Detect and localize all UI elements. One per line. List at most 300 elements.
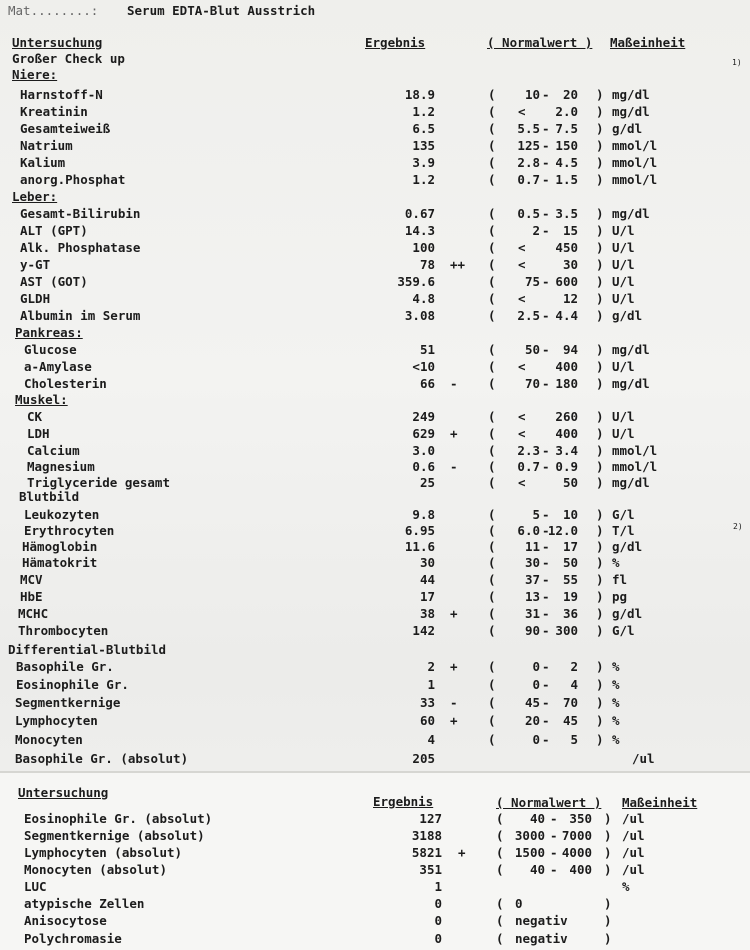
unit: % xyxy=(622,879,630,894)
range-dash: - xyxy=(542,376,550,391)
test-name: Monocyten xyxy=(15,732,83,747)
range-dash: - xyxy=(542,659,550,674)
unit: U/l xyxy=(612,223,635,238)
test-name: MCHC xyxy=(18,606,49,621)
range-low: 3000 xyxy=(514,828,545,843)
range-high: 70 xyxy=(562,695,578,710)
range-high: 150 xyxy=(555,138,578,153)
range-open-paren: ( xyxy=(488,359,496,374)
result-value: 30 xyxy=(419,555,435,570)
result-value: 11.6 xyxy=(404,539,435,554)
range-dash: - xyxy=(550,811,558,826)
test-name: Eosinophile Gr. xyxy=(16,677,129,692)
range-high: 50 xyxy=(562,475,578,490)
range-high: 5 xyxy=(570,732,578,747)
range-high: 12.0 xyxy=(547,523,578,538)
result-value: 78 xyxy=(419,257,435,272)
range-high: 3.4 xyxy=(555,443,578,458)
unit: mg/dl xyxy=(612,87,650,102)
range-open-paren: ( xyxy=(496,845,504,860)
range-high: 1.5 xyxy=(555,172,578,187)
result-value: 0 xyxy=(434,913,442,928)
range-open-paren: ( xyxy=(488,87,496,102)
test-name: Gesamt-Bilirubin xyxy=(20,206,141,221)
range-close-paren: ) xyxy=(596,376,604,391)
section-title: Niere: xyxy=(12,67,58,82)
range-close-paren: ) xyxy=(596,443,604,458)
range-high: 2.0 xyxy=(555,104,578,119)
range-low: 13 xyxy=(524,589,540,604)
range-low: 50 xyxy=(524,342,540,357)
result-value: 0 xyxy=(434,931,442,946)
test-name: GLDH xyxy=(20,291,51,306)
section-title: Leber: xyxy=(12,189,58,204)
range-close-paren: ) xyxy=(596,677,604,692)
result-value: 629 xyxy=(412,426,435,441)
range-close-paren: ) xyxy=(596,523,604,538)
range-high: 55 xyxy=(562,572,578,587)
range-low: 0 xyxy=(532,659,540,674)
unit: g/dl xyxy=(612,308,643,323)
result-value: 1 xyxy=(434,879,442,894)
range-open-paren: ( xyxy=(488,308,496,323)
range-high: 400 xyxy=(555,426,578,441)
unit: U/l xyxy=(612,240,635,255)
unit: mmol/l xyxy=(612,443,658,458)
result-value: 6.5 xyxy=(412,121,435,136)
range-text: negativ xyxy=(515,913,568,928)
test-name: LDH xyxy=(27,426,50,441)
range-less-than: < xyxy=(518,426,526,441)
range-open-paren: ( xyxy=(488,172,496,187)
range-dash: - xyxy=(542,342,550,357)
test-name: Erythrocyten xyxy=(24,523,115,538)
result-value: 4.8 xyxy=(412,291,435,306)
result-value: 1.2 xyxy=(412,104,435,119)
range-close-paren: ) xyxy=(596,732,604,747)
test-name: Gesamteiweiß xyxy=(20,121,111,136)
test-name: Segmentkernige xyxy=(15,695,121,710)
result-value: 18.9 xyxy=(404,87,435,102)
result-value: 351 xyxy=(419,862,442,877)
range-low: 75 xyxy=(524,274,540,289)
range-open-paren: ( xyxy=(488,138,496,153)
test-name: Harnstoff-N xyxy=(20,87,103,102)
range-open-paren: ( xyxy=(488,409,496,424)
result-flag: + xyxy=(450,606,458,621)
range-open-paren: ( xyxy=(488,539,496,554)
range-dash: - xyxy=(550,845,558,860)
test-name: Triglyceride gesamt xyxy=(27,475,170,490)
result-flag: + xyxy=(450,659,458,674)
range-high: 7000 xyxy=(561,828,592,843)
range-open-paren: ( xyxy=(496,828,504,843)
result-value: 359.6 xyxy=(397,274,435,289)
range-dash: - xyxy=(550,828,558,843)
range-low: 30 xyxy=(524,555,540,570)
range-open-paren: ( xyxy=(496,913,504,928)
range-close-paren: ) xyxy=(596,308,604,323)
range-open-paren: ( xyxy=(488,155,496,170)
unit: g/dl xyxy=(612,606,643,621)
range-close-paren: ) xyxy=(596,695,604,710)
test-name: ALT (GPT) xyxy=(20,223,88,238)
unit: mmol/l xyxy=(612,459,658,474)
range-dash: - xyxy=(542,555,550,570)
range-low: 0.7 xyxy=(517,459,540,474)
test-name: Hämatokrit xyxy=(22,555,98,570)
test-name: Natrium xyxy=(20,138,73,153)
result-value: 5821 xyxy=(411,845,442,860)
test-name: Albumin im Serum xyxy=(20,308,141,323)
range-high: 400 xyxy=(569,862,592,877)
range-close-paren: ) xyxy=(604,913,612,928)
unit: /ul xyxy=(622,845,645,860)
result-flag: ++ xyxy=(450,257,466,272)
range-dash: - xyxy=(542,695,550,710)
material-value: Serum EDTA-Blut Ausstrich xyxy=(127,3,316,18)
result-value: 142 xyxy=(412,623,435,638)
range-low: 2 xyxy=(532,223,540,238)
result-flag: - xyxy=(450,459,458,474)
range-low: 10 xyxy=(524,87,540,102)
result-flag: - xyxy=(450,376,458,391)
test-name: Polychromasie xyxy=(24,931,122,946)
range-close-paren: ) xyxy=(604,828,612,843)
test-name: Thrombocyten xyxy=(18,623,109,638)
range-close-paren: ) xyxy=(596,459,604,474)
range-high: 50 xyxy=(562,555,578,570)
range-low: 0 xyxy=(532,677,540,692)
result-value: 3.0 xyxy=(412,443,435,458)
range-low: 5 xyxy=(532,507,540,522)
result-value: <10 xyxy=(412,359,435,374)
range-high: 600 xyxy=(555,274,578,289)
range-dash: - xyxy=(542,443,550,458)
range-less-than: < xyxy=(518,291,526,306)
test-name: LUC xyxy=(24,879,47,894)
result-value: 0.67 xyxy=(404,206,435,221)
unit: T/l xyxy=(612,523,635,538)
range-high: 94 xyxy=(562,342,578,357)
unit: mg/dl xyxy=(612,342,650,357)
result-value: 66 xyxy=(419,376,435,391)
unit: /ul xyxy=(622,828,645,843)
range-high: 300 xyxy=(555,623,578,638)
range-high: 4 xyxy=(570,677,578,692)
range-low: 0.5 xyxy=(517,206,540,221)
test-name: CK xyxy=(27,409,43,424)
test-name: Basophile Gr. (absolut) xyxy=(15,751,189,766)
range-open-paren: ( xyxy=(488,713,496,728)
range-less-than: < xyxy=(518,475,526,490)
section-title: Pankreas: xyxy=(15,325,83,340)
unit: % xyxy=(612,732,620,747)
range-dash: - xyxy=(542,138,550,153)
range-close-paren: ) xyxy=(596,623,604,638)
range-low: 0.7 xyxy=(517,172,540,187)
range-high: 17 xyxy=(562,539,578,554)
range-dash: - xyxy=(542,308,550,323)
range-low: 70 xyxy=(524,376,540,391)
test-name: Magnesium xyxy=(27,459,95,474)
test-name: Basophile Gr. xyxy=(16,659,114,674)
range-close-paren: ) xyxy=(596,342,604,357)
range-dash: - xyxy=(542,606,550,621)
range-high: 30 xyxy=(562,257,578,272)
range-text: 0 xyxy=(515,896,523,911)
range-dash: - xyxy=(542,459,550,474)
range-open-paren: ( xyxy=(488,572,496,587)
result-value: 1.2 xyxy=(412,172,435,187)
range-low: 2.3 xyxy=(517,443,540,458)
unit: /ul xyxy=(622,862,645,877)
range-high: 20 xyxy=(562,87,578,102)
range-open-paren: ( xyxy=(488,555,496,570)
result-value: 14.3 xyxy=(404,223,435,238)
range-high: 3.5 xyxy=(555,206,578,221)
range-low: 11 xyxy=(524,539,540,554)
unit: mmol/l xyxy=(612,138,658,153)
range-open-paren: ( xyxy=(488,104,496,119)
range-close-paren: ) xyxy=(596,206,604,221)
range-less-than: < xyxy=(518,104,526,119)
range-low: 45 xyxy=(524,695,540,710)
page2-column-header-test: Untersuchung xyxy=(18,785,109,800)
unit: U/l xyxy=(612,359,635,374)
range-dash: - xyxy=(542,206,550,221)
unit: g/dl xyxy=(612,121,643,136)
range-close-paren: ) xyxy=(596,138,604,153)
range-dash: - xyxy=(542,677,550,692)
unit: % xyxy=(612,555,620,570)
range-high: 4.4 xyxy=(555,308,578,323)
test-name: a-Amylase xyxy=(24,359,92,374)
range-dash: - xyxy=(542,155,550,170)
test-name: HbE xyxy=(20,589,43,604)
test-name: y-GT xyxy=(20,257,51,272)
result-value: 2 xyxy=(427,659,435,674)
unit: mmol/l xyxy=(612,172,658,187)
range-high: 45 xyxy=(562,713,578,728)
test-name: Cholesterin xyxy=(24,376,107,391)
range-close-paren: ) xyxy=(596,257,604,272)
range-less-than: < xyxy=(518,257,526,272)
range-low: 90 xyxy=(524,623,540,638)
range-dash: - xyxy=(542,713,550,728)
range-dash: - xyxy=(542,572,550,587)
range-close-paren: ) xyxy=(596,539,604,554)
test-name: atypische Zellen xyxy=(24,896,145,911)
column-header-result: Ergebnis xyxy=(365,35,426,50)
range-close-paren: ) xyxy=(604,931,612,946)
range-dash: - xyxy=(542,539,550,554)
unit: fl xyxy=(612,572,628,587)
range-close-paren: ) xyxy=(596,572,604,587)
test-name: Lymphocyten (absolut) xyxy=(24,845,183,860)
range-low: 40 xyxy=(529,811,545,826)
range-low: 20 xyxy=(524,713,540,728)
unit: mg/dl xyxy=(612,376,650,391)
test-name: Hämoglobin xyxy=(22,539,98,554)
result-value: 1 xyxy=(427,677,435,692)
result-value: 205 xyxy=(412,751,435,766)
unit: U/l xyxy=(612,291,635,306)
range-close-paren: ) xyxy=(604,862,612,877)
result-flag: + xyxy=(450,713,458,728)
result-value: 38 xyxy=(419,606,435,621)
range-close-paren: ) xyxy=(596,475,604,490)
range-high: 450 xyxy=(555,240,578,255)
range-low: 0 xyxy=(532,732,540,747)
range-high: 7.5 xyxy=(555,121,578,136)
range-open-paren: ( xyxy=(496,862,504,877)
range-dash: - xyxy=(542,223,550,238)
range-dash: - xyxy=(542,87,550,102)
unit: U/l xyxy=(612,426,635,441)
range-open-paren: ( xyxy=(488,659,496,674)
range-high: 0.9 xyxy=(555,459,578,474)
range-close-paren: ) xyxy=(596,155,604,170)
range-less-than: < xyxy=(518,359,526,374)
range-close-paren: ) xyxy=(596,507,604,522)
range-high: 4.5 xyxy=(555,155,578,170)
result-value: 3.9 xyxy=(412,155,435,170)
range-low: 40 xyxy=(529,862,545,877)
range-close-paren: ) xyxy=(596,589,604,604)
result-value: 9.8 xyxy=(412,507,435,522)
range-low: 125 xyxy=(517,138,540,153)
range-close-paren: ) xyxy=(604,811,612,826)
footnote-1: 1) xyxy=(732,58,742,67)
material-label: Mat........: xyxy=(8,3,99,18)
range-high: 36 xyxy=(562,606,578,621)
range-open-paren: ( xyxy=(488,426,496,441)
range-low: 37 xyxy=(524,572,540,587)
range-high: 180 xyxy=(555,376,578,391)
range-high: 10 xyxy=(562,507,578,522)
range-dash: - xyxy=(542,732,550,747)
range-low: 1500 xyxy=(514,845,545,860)
test-name: MCV xyxy=(20,572,43,587)
range-high: 15 xyxy=(562,223,578,238)
range-open-paren: ( xyxy=(488,732,496,747)
range-open-paren: ( xyxy=(488,443,496,458)
page2-column-header-unit: Maßeinheit xyxy=(622,795,698,810)
range-text: negativ xyxy=(515,931,568,946)
unit: g/dl xyxy=(612,539,643,554)
range-open-paren: ( xyxy=(496,811,504,826)
range-close-paren: ) xyxy=(596,240,604,255)
range-high: 12 xyxy=(562,291,578,306)
range-open-paren: ( xyxy=(496,896,504,911)
range-open-paren: ( xyxy=(488,206,496,221)
section-title: Blutbild xyxy=(19,489,80,504)
range-open-paren: ( xyxy=(488,342,496,357)
result-value: 135 xyxy=(412,138,435,153)
test-name: AST (GOT) xyxy=(20,274,88,289)
column-header-test: Untersuchung xyxy=(12,35,103,50)
unit: /ul xyxy=(632,751,655,766)
result-value: 60 xyxy=(419,713,435,728)
range-close-paren: ) xyxy=(596,659,604,674)
result-value: 249 xyxy=(412,409,435,424)
unit: mg/dl xyxy=(612,206,650,221)
range-close-paren: ) xyxy=(596,87,604,102)
test-name: Glucose xyxy=(24,342,77,357)
footnote-2: 2) xyxy=(733,522,743,531)
range-close-paren: ) xyxy=(596,121,604,136)
range-open-paren: ( xyxy=(488,523,496,538)
range-close-paren: ) xyxy=(604,896,612,911)
unit: mg/dl xyxy=(612,104,650,119)
range-open-paren: ( xyxy=(488,606,496,621)
range-open-paren: ( xyxy=(488,695,496,710)
range-close-paren: ) xyxy=(596,606,604,621)
range-close-paren: ) xyxy=(596,104,604,119)
range-dash: - xyxy=(542,589,550,604)
range-dash: - xyxy=(542,121,550,136)
result-value: 17 xyxy=(419,589,435,604)
result-value: 44 xyxy=(419,572,435,587)
range-dash: - xyxy=(542,274,550,289)
unit: mg/dl xyxy=(612,475,650,490)
result-value: 6.95 xyxy=(404,523,435,538)
test-name: Segmentkernige (absolut) xyxy=(24,828,205,843)
range-less-than: < xyxy=(518,409,526,424)
range-high: 260 xyxy=(555,409,578,424)
range-close-paren: ) xyxy=(596,426,604,441)
unit: U/l xyxy=(612,274,635,289)
range-open-paren: ( xyxy=(488,459,496,474)
section-title: Muskel: xyxy=(15,392,68,407)
result-value: 100 xyxy=(412,240,435,255)
unit: % xyxy=(612,713,620,728)
range-dash: - xyxy=(542,623,550,638)
unit: U/l xyxy=(612,409,635,424)
test-name: anorg.Phosphat xyxy=(20,172,126,187)
range-close-paren: ) xyxy=(596,409,604,424)
test-name: Monocyten (absolut) xyxy=(24,862,167,877)
column-header-unit: Maßeinheit xyxy=(610,35,686,50)
range-dash: - xyxy=(542,523,550,538)
section-title: Differential-Blutbild xyxy=(8,642,167,657)
unit: % xyxy=(612,695,620,710)
test-name: Eosinophile Gr. (absolut) xyxy=(24,811,213,826)
range-open-paren: ( xyxy=(488,677,496,692)
panel-title: Großer Check up xyxy=(12,51,125,66)
unit: % xyxy=(612,659,620,674)
page2-column-header-normal: ( Normalwert ) xyxy=(496,795,602,810)
test-name: Kalium xyxy=(20,155,66,170)
range-open-paren: ( xyxy=(488,507,496,522)
range-close-paren: ) xyxy=(604,845,612,860)
range-close-paren: ) xyxy=(596,359,604,374)
result-flag: - xyxy=(450,695,458,710)
range-high: 2 xyxy=(570,659,578,674)
result-value: 0.6 xyxy=(412,459,435,474)
range-open-paren: ( xyxy=(488,121,496,136)
result-value: 3.08 xyxy=(404,308,435,323)
range-open-paren: ( xyxy=(488,257,496,272)
test-name: Kreatinin xyxy=(20,104,88,119)
unit: % xyxy=(612,677,620,692)
unit: mmol/l xyxy=(612,155,658,170)
range-open-paren: ( xyxy=(488,623,496,638)
range-open-paren: ( xyxy=(496,931,504,946)
range-dash: - xyxy=(542,507,550,522)
result-value: 127 xyxy=(419,811,442,826)
